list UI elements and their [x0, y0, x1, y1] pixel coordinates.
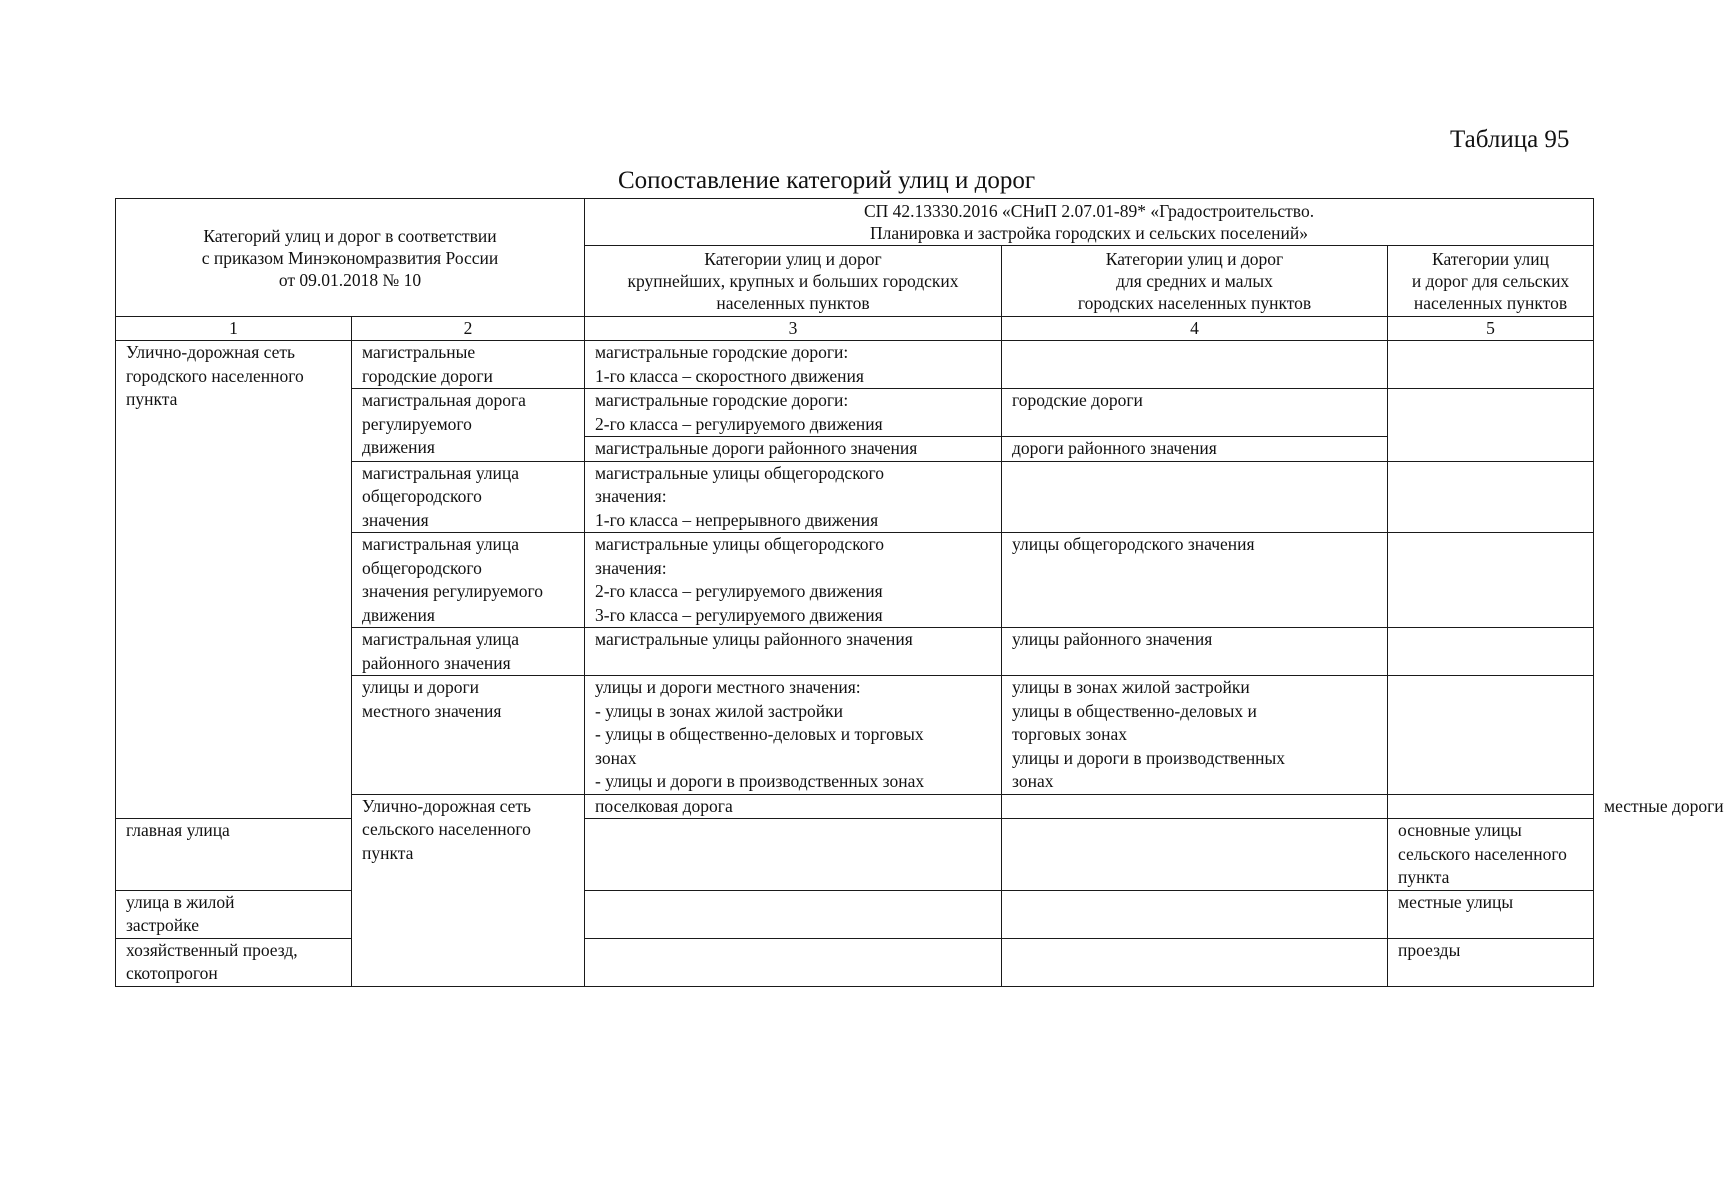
urban-group-line: пункта [126, 389, 178, 409]
category-cell [116, 819, 352, 891]
cell-line: магистральная улица [362, 462, 520, 483]
header-col3-line: крупнейших, крупных и больших городских [627, 271, 959, 291]
rural-group-line: сельского населенного [362, 819, 531, 839]
header-sp-line: Планировка и застройка городских и сельских поселений» [869, 223, 1309, 243]
sp-large-cell [585, 533, 1002, 628]
header-col5-line: населенных пунктов [1413, 293, 1568, 313]
cell-line: основные улицы [1398, 820, 1522, 840]
rural-group-cell [352, 794, 585, 986]
table-row [116, 341, 1594, 389]
cell-line: улицы и дороги местного значения: [595, 677, 861, 697]
urban-group-line: городского населенного [126, 365, 304, 386]
cell-line: зонах [595, 747, 637, 768]
category-cell [352, 341, 585, 389]
sp-medium-cell [1002, 341, 1388, 389]
sp-large-cell [585, 437, 1002, 462]
cell-line: магистральные городские дороги: [595, 342, 849, 362]
cell-line: 3-го класса – регулируемого движения [595, 604, 883, 625]
category-cell [352, 628, 585, 676]
cell-line: движения [362, 604, 435, 625]
cell-line: регулируемого [362, 413, 472, 434]
header-col1-line: с приказом Минэкономразвития России [201, 247, 499, 268]
cell-line: городские дороги [1012, 390, 1143, 410]
cell-line: магистральная дорога [362, 390, 526, 410]
header-cell-sp [585, 199, 1594, 246]
cell-line: магистральные улицы общегородского [595, 534, 885, 554]
sp-rural-cell [1388, 461, 1594, 533]
column-number: 3 [585, 317, 1002, 341]
cell-line: общегородского [362, 557, 482, 578]
cell-line: - улицы в зонах жилой застройки [595, 700, 843, 721]
sp-rural-cell [1388, 389, 1594, 462]
header-cell-col1 [116, 199, 585, 317]
table-row: Улично-дорожная сеть сельского населенного пункта поселковая дорога местные дороги [116, 794, 1594, 819]
cell-line: общегородского [362, 486, 482, 506]
table-title: Сопоставление категорий улиц и дорог [618, 167, 1036, 194]
header-col1-line: Категорий улиц и дорог в соответствии [203, 225, 497, 246]
cell-line: 2-го класса – регулируемого движения [595, 581, 883, 601]
column-number: 4 [1002, 317, 1388, 341]
cell-line: магистральные [362, 342, 476, 362]
cell-line: пункта [1398, 867, 1450, 887]
sp-large-cell [585, 676, 1002, 795]
cell-line: улицы и дороги в производственных [1012, 747, 1286, 768]
header-cell-col4 [1002, 246, 1388, 317]
cell-line: хозяйственный проезд, [126, 939, 298, 960]
urban-group-line: Улично-дорожная сеть [126, 342, 296, 362]
header-col3-line: Категории улиц и дорог [704, 249, 882, 269]
table-row [116, 938, 1594, 986]
header-row-top [116, 199, 1594, 246]
sp-medium-cell [1002, 628, 1388, 676]
sp-medium-cell [1002, 938, 1388, 986]
category-cell [352, 389, 585, 462]
cell-line: местные улицы [1398, 891, 1514, 912]
sp-medium-cell [1002, 533, 1388, 628]
cell-line: поселковая дорога [595, 795, 733, 816]
category-cell [352, 676, 585, 795]
header-col4-line: для средних и малых [1116, 271, 1273, 291]
cell-line: районного значения [362, 652, 511, 673]
cell-line: магистральные улицы общегородского [595, 462, 885, 483]
category-cell [352, 461, 585, 533]
cell-line: 1-го класса – скоростного движения [595, 365, 864, 386]
cell-line: - улицы и дороги в производственных зонах [595, 771, 925, 791]
cell-line: значения: [595, 486, 667, 506]
category-cell [585, 794, 1002, 819]
sp-rural-cell [1388, 676, 1594, 795]
cell-line: улицы в зонах жилой застройки [1012, 677, 1250, 697]
header-col5-line: Категории улиц [1432, 249, 1549, 269]
sp-rural-cell [1388, 938, 1594, 986]
header-cell-col5 [1388, 246, 1594, 317]
table-row [116, 890, 1594, 938]
header-col5-line: и дорог для сельских [1411, 271, 1570, 291]
cell-line: улица в жилой [126, 891, 235, 912]
category-cell [352, 533, 585, 628]
header-col4-line: Категории улиц и дорог [1105, 249, 1284, 269]
comparison-table [115, 198, 1724, 987]
sp-rural-cell [1388, 533, 1594, 628]
sp-rural-cell [1388, 628, 1594, 676]
header-col1-line: от 09.01.2018 № 10 [278, 269, 422, 290]
sp-large-cell [585, 938, 1002, 986]
cell-line: скотопрогон [126, 963, 218, 983]
rural-group-line: Улично-дорожная сеть [362, 795, 532, 816]
sp-medium-cell [1388, 794, 1594, 819]
urban-group-cell [116, 341, 352, 819]
cell-line: улицы в общественно-деловых и [1012, 700, 1257, 721]
column-number: 5 [1388, 317, 1594, 341]
cell-line: торговых зонах [1012, 724, 1128, 744]
column-number: 2 [352, 317, 585, 341]
sp-rural-cell [1388, 890, 1594, 938]
cell-line: 2-го класса – регулируемого движения [595, 413, 883, 434]
sp-medium-cell [1002, 676, 1388, 795]
column-number-row [116, 317, 1594, 341]
header-col4-line: городских населенных пунктов [1077, 293, 1312, 313]
sp-medium-cell [1002, 461, 1388, 533]
sp-medium-cell [1002, 890, 1388, 938]
table-number-label: Таблица 95 [1450, 126, 1570, 153]
header-cell-col3 [585, 246, 1002, 317]
rural-group-line: пункта [362, 842, 414, 863]
cell-line: сельского населенного [1398, 843, 1567, 864]
cell-line: магистральные дороги районного значения [595, 438, 918, 458]
sp-large-cell [585, 461, 1002, 533]
cell-line: значения [362, 509, 429, 530]
cell-line: местного значения [362, 700, 502, 721]
cell-line: магистральная улица [362, 629, 520, 649]
sp-rural-cell [1388, 341, 1594, 389]
table-row [116, 819, 1594, 891]
cell-line: улицы и дороги [362, 677, 480, 697]
cell-line: городские дороги [362, 365, 493, 386]
sp-large-cell [585, 628, 1002, 676]
sp-large-cell [585, 890, 1002, 938]
cell-line: значения: [595, 557, 667, 578]
sp-large-cell [585, 819, 1002, 891]
cell-line: - улицы в общественно-деловых и торговых [595, 724, 924, 744]
column-number: 1 [116, 317, 352, 341]
category-cell [116, 890, 352, 938]
cell-line: главная улица [126, 820, 230, 840]
cell-line: проезды [1398, 939, 1461, 960]
cell-line: зонах [1012, 771, 1054, 791]
cell-line: улицы районного значения [1012, 629, 1213, 649]
sp-large-cell [585, 341, 1002, 389]
header-sp-line: СП 42.13330.2016 «СНиП 2.07.01-89* «Градостроительство. [863, 201, 1315, 221]
sp-large-cell [1002, 794, 1388, 819]
sp-medium-cell [1002, 437, 1388, 462]
sp-large-cell [585, 389, 1002, 437]
sp-medium-cell [1002, 819, 1388, 891]
cell-line: застройке [126, 915, 200, 935]
cell-line: 1-го класса – непрерывного движения [595, 509, 879, 530]
header-col3-line: населенных пунктов [716, 293, 870, 313]
cell-line: магистральные городские дороги: [595, 390, 849, 410]
cell-line: магистральная улица [362, 534, 520, 554]
cell-line: значения регулируемого [362, 581, 543, 601]
cell-line: магистральные улицы районного значения [595, 629, 913, 649]
cell-line: дороги районного значения [1012, 438, 1217, 458]
sp-rural-cell [1388, 819, 1594, 891]
cell-line: улицы общегородского значения [1012, 534, 1255, 554]
category-cell [116, 938, 352, 986]
cell-line: движения [362, 437, 435, 457]
sp-medium-cell [1002, 389, 1388, 437]
